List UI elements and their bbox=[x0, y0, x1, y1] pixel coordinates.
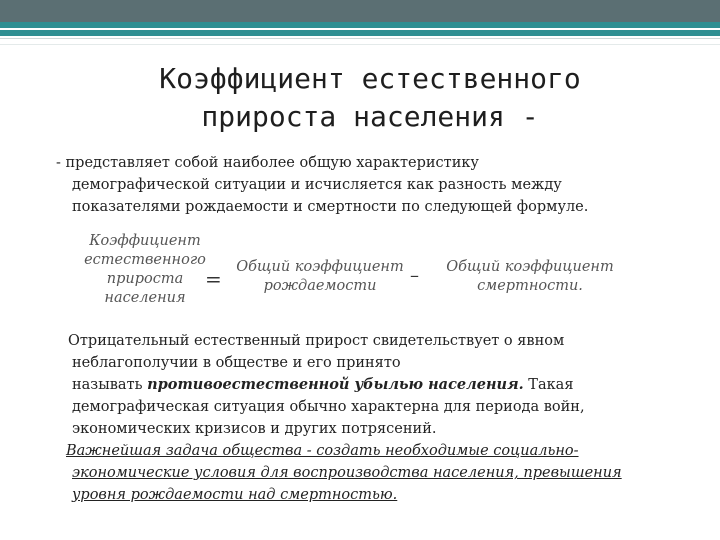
task-line-3: уровня рождаемости над смертностью. bbox=[72, 487, 398, 503]
title-line-1: Коэффициент естественного bbox=[159, 62, 581, 95]
intro-line-3: показателями рождаемости и смертности по следующей формуле. bbox=[72, 199, 589, 215]
formula-death-rate-term bbox=[440, 258, 620, 296]
intro-line-1: - представляет собой наиболее общую характеристику bbox=[56, 155, 479, 171]
formula-left-term bbox=[80, 232, 210, 308]
formula bbox=[70, 232, 670, 322]
formula-left-line: населения bbox=[104, 290, 186, 306]
paragraph-line-2: неблагополучии в обществе и его принято bbox=[72, 355, 401, 371]
formula-left-line: прироста bbox=[106, 271, 184, 287]
formula-birth-rate-term bbox=[230, 258, 410, 296]
intro-line-2: демографической ситуации и исчисляется как разность между bbox=[72, 177, 562, 193]
formula-middle-line: рождаемости bbox=[263, 278, 377, 294]
intro-text bbox=[56, 152, 676, 218]
paragraph-line-3-suffix: Такая bbox=[523, 377, 574, 393]
paragraph-line-3-prefix: называть bbox=[72, 377, 148, 393]
formula-right-line: смертности. bbox=[477, 278, 583, 294]
header-divider bbox=[0, 38, 720, 39]
minus-sign: – bbox=[410, 265, 419, 286]
formula-left-line: естественного bbox=[84, 252, 206, 268]
title-line-2: прироста населения - bbox=[201, 100, 539, 133]
task-line-1: Важнейшая задача общества - создать необходимые социально- bbox=[66, 443, 579, 459]
formula-left-line: Коэффициент bbox=[89, 233, 201, 249]
equals-sign: = bbox=[205, 267, 222, 291]
paragraph-line-5: экономических кризисов и других потрясений. bbox=[72, 421, 437, 437]
formula-right-line: Общий коэффициент bbox=[446, 259, 614, 275]
header-bar-highlight bbox=[0, 28, 720, 30]
paragraph-line-3 bbox=[56, 374, 676, 396]
header-divider-secondary bbox=[0, 44, 720, 45]
slide-title bbox=[90, 60, 650, 136]
emphasis-term: противоестественной убылью населения. bbox=[147, 376, 524, 393]
paragraph-line-4: демографическая ситуация обычно характерна для периода войн, bbox=[72, 399, 585, 415]
body-paragraph bbox=[56, 330, 676, 506]
task-line-2: экономические условия для воспроизводства населения, превышения bbox=[72, 465, 622, 481]
paragraph-line-1: Отрицательный естественный прирост свидетельствует о явном bbox=[68, 333, 565, 349]
formula-middle-line: Общий коэффициент bbox=[236, 259, 404, 275]
header-bar-dark bbox=[0, 0, 720, 22]
